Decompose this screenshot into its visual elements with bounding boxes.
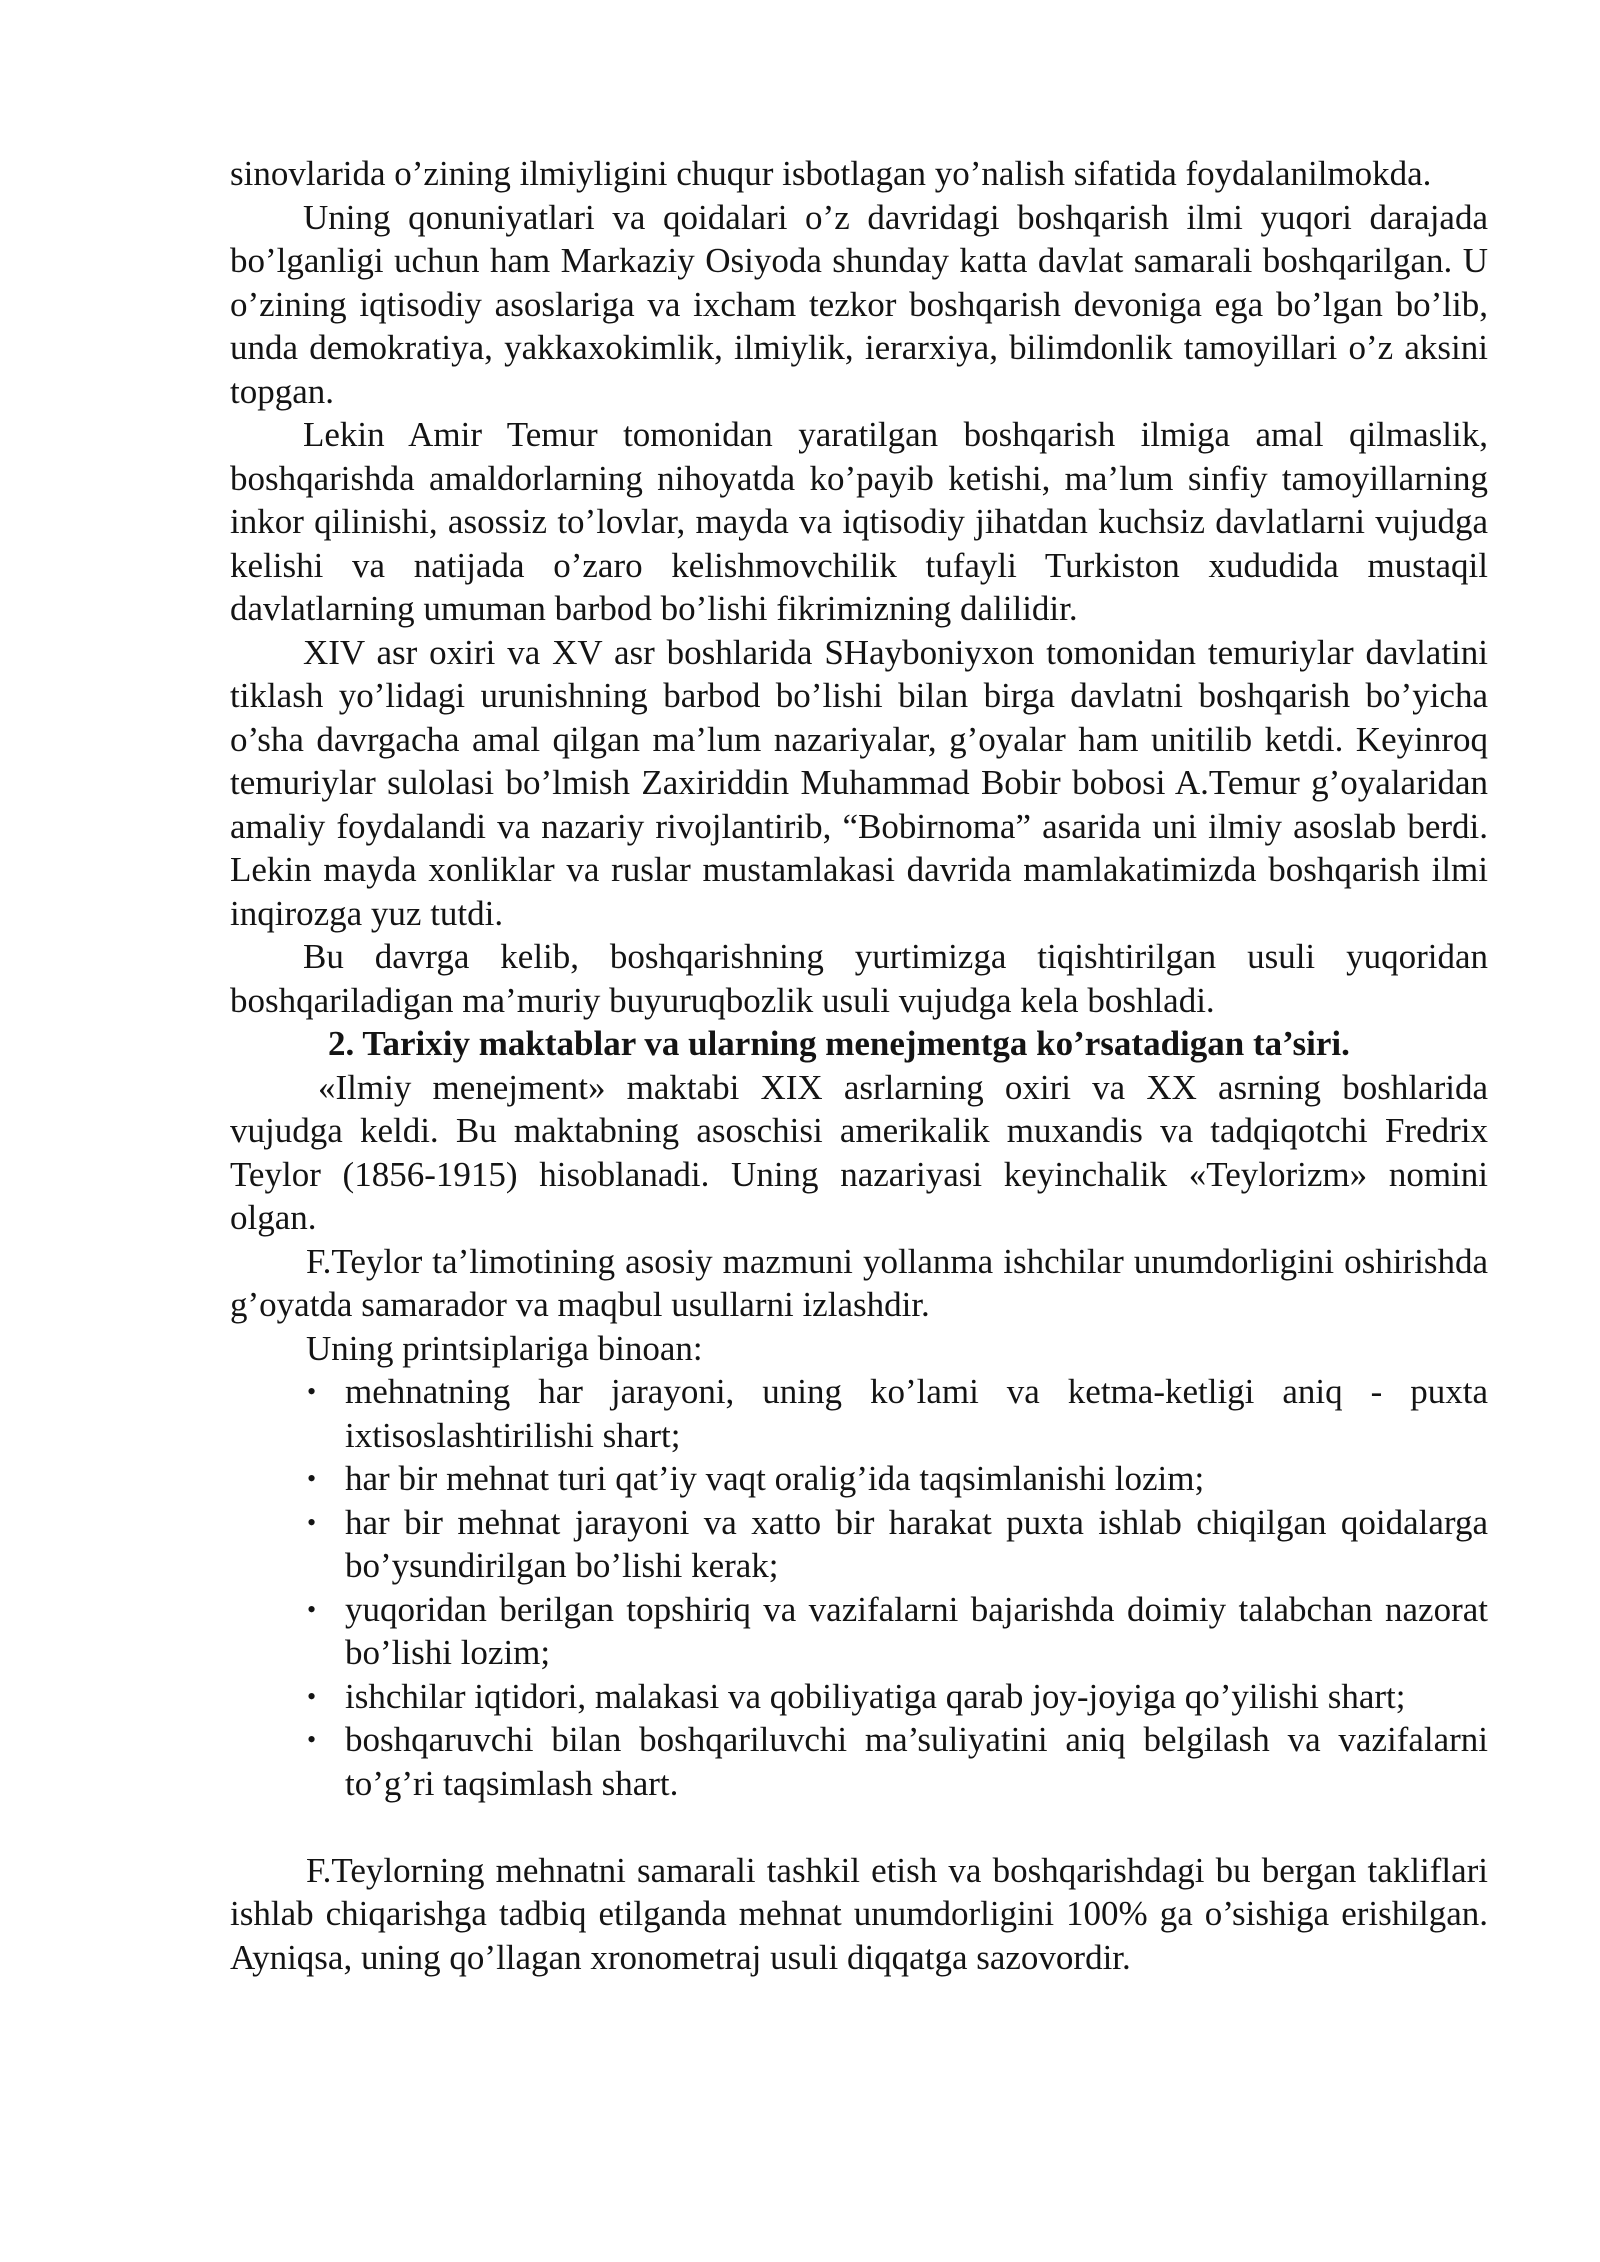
document-page	[230, 152, 1488, 1979]
bullet-icon: •	[307, 1464, 317, 1493]
bullet-icon: •	[307, 1681, 317, 1711]
paragraph-qonuniyatlar: Uning qonuniyatlari va qoidalari o’z davridagi boshqarish ilmi yuqori darajada bo’lganligi uchun ham Markaziy Osiyoda shunday katta davlat samarali boshqarilgan. U o’zining iqtisodiy asoslariga va ixcham tezkor boshqarish devoniga ega bo’lgan bo’lib, unda demokratiya, yakkaxokimlik, ilmiylik, ierarxiya, bilimdonlik tamoyillari o’z aksini topgan.	[230, 197, 1488, 411]
list-item	[307, 1457, 1488, 1501]
paragraph-teylor-natija: F.Teylorning mehnatni samarali tashkil etish va boshqarishdagi bu bergan takliflari ishlab chiqarishga tadbiq etilganda mehnat unumdorligini 100% ga o’sishiga erishilgan. Ayniqsa, uning qo’llagan xronometraj usuli diqqatga sazovordir.	[230, 1850, 1488, 1977]
list-item	[307, 1588, 1488, 1675]
bullet-icon: •	[307, 1594, 317, 1624]
section-heading: 2. Tarixiy maktablar va ularning menejmentga ko’rsatadigan ta’siri.	[328, 1024, 1350, 1063]
list-item	[307, 1501, 1488, 1588]
paragraph-continuation: sinovlarida o’zining ilmiyligini chuqur isbotlagan yo’nalish sifatida foydalanilmokda.	[230, 154, 1432, 193]
bullet-icon: •	[307, 1377, 317, 1406]
principles-list	[230, 1370, 1488, 1805]
paragraph-shayboniyxon: XIV asr oxiri va XV asr boshlarida SHayboniyxon tomonidan temuriylar davlatini tiklash yo’lidagi urunishning barbod bo’lishi bilan birga davlatni boshqarish bo’yicha o’sha davrgacha amal qilgan ma’lum nazariyalar, g’oyalar ham unitilib ketdi. Keyinroq temuriylar sulolasi bo’lmish Zaxiriddin Muhammad Bobir bobosi A.Temur g’oyalaridan amaliy foydalandi va nazariy rivojlantirib, “Bobirnoma” asarida uni ilmiy asoslab berdi. Lekin mayda xonliklar va ruslar mustamlakasi davrida mamlakatimizda boshqarish ilmi inqirozga yuz tutdi.	[230, 632, 1488, 933]
list-item-text: ishchilar iqtidori, malakasi va qobiliyatiga qarab joy-joyiga qo’yilishi shart;	[345, 1676, 1406, 1716]
paragraph-amir-temur: Lekin Amir Temur tomonidan yaratilgan boshqarish ilmiga amal qilmaslik, boshqarishda amaldorlarning nihoyatda ko’payib ketishi, ma’lum sinfiy tamoyillarning inkor qilinishi, asossiz to’lovlar, mayda va iqtisodiy jihatdan kuchsiz davlatlarni vujudga kelishi va natijada o’zaro kelishmovchilik tufayli Turkiston xududida mustaqil davlatlarning umuman barbod bo’lishi fikrimizning dalilidir.	[230, 415, 1488, 628]
bullet-icon: •	[307, 1725, 317, 1754]
list-item	[307, 1718, 1488, 1805]
list-item	[307, 1675, 1488, 1719]
paragraph-ilmiy-menejment: «Ilmiy menejment» maktabi XIX asrlarning oxiri va XX asrning boshlarida vujudga keldi. Bu maktabning asoschisi amerikalik muxandis va tadqiqotchi Fredrix Teylor (1856-1915) hisoblanadi. Uning nazariyasi keyinchalik «Teylorizm» nomini olgan.	[230, 1067, 1488, 1237]
list-intro: Uning printsiplariga binoan:	[306, 1328, 703, 1368]
paragraph-ma-muriy-usul: Bu davrga kelib, boshqarishning yurtimizga tiqishtirilgan usuli yuqoridan boshqariladigan ma’muriy buyuruqbozlik usuli vujudga kela boshladi.	[230, 937, 1488, 1020]
bullet-icon: •	[307, 1507, 317, 1537]
paragraph-teylor-talimoti: F.Teylor ta’limotining asosiy mazmuni yollanma ishchilar unumdorligini oshirishda g’oyatda samarador va maqbul usullarni izlashdir.	[230, 1241, 1488, 1324]
list-item-text: har bir mehnat turi qat’iy vaqt oralig’ida taqsimlanishi lozim;	[345, 1459, 1205, 1498]
list-item-text: yuqoridan berilgan topshiriq va vazifalarni bajarishda doimiy talabchan nazorat bo’lishi lozim;	[345, 1589, 1488, 1672]
list-item-text: mehnatning har jarayoni, uning ko’lami va ketma-ketligi aniq - puxta ixtisoslashtirilishi shart;	[345, 1372, 1488, 1455]
list-item-text: har bir mehnat jarayoni va xatto bir harakat puxta ishlab chiqilgan qoidalarga bo’ysundirilgan bo’lishi kerak;	[345, 1502, 1488, 1585]
list-item	[307, 1370, 1488, 1457]
list-item-text: boshqaruvchi bilan boshqariluvchi ma’suliyatini aniq belgilash va vazifalarni to’g’ri taqsimlash shart.	[345, 1720, 1488, 1803]
blank-line	[230, 1805, 1488, 1849]
